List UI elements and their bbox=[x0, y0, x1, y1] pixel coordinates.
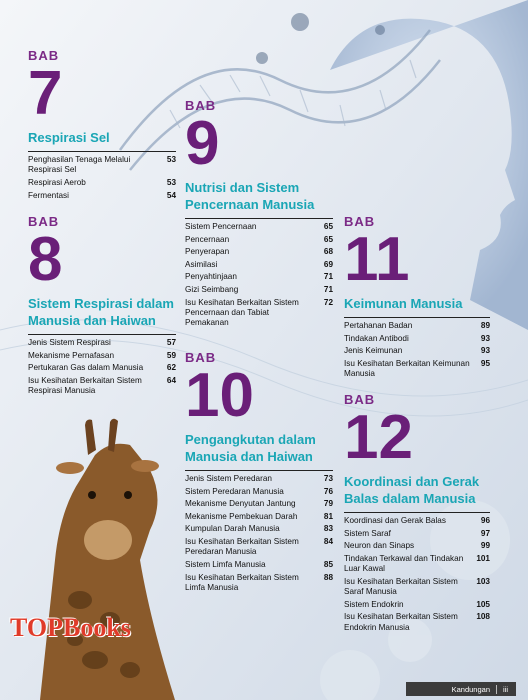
chapter-7-divider bbox=[28, 151, 176, 152]
toc-item[interactable]: Pencernaan 65 bbox=[185, 234, 333, 244]
toc-item[interactable]: Jenis Sistem Peredaran 73 bbox=[185, 474, 333, 483]
chapter-7 bbox=[28, 48, 176, 203]
toc-item[interactable]: Mekanisme Denyutan Jantung 79 bbox=[185, 499, 333, 509]
chapter-7-number: 7 bbox=[28, 59, 63, 128]
toc-item[interactable]: Isu Kesihatan Berkaitan Sistem Pencernaan dan Tabiat Pemakanan 72 bbox=[185, 297, 333, 328]
toc-item[interactable]: Pertahanan Badan 89 bbox=[344, 321, 490, 330]
chapter-10 bbox=[185, 350, 333, 596]
footer-label: Kandungan bbox=[451, 684, 490, 694]
toc-item[interactable]: Jenis Sistem Respirasi 57 bbox=[28, 338, 176, 347]
chapter-11-toc bbox=[344, 321, 490, 380]
chapter-12-title: Koordinasi dan Gerak Balas dalam Manusia bbox=[344, 474, 480, 506]
toc-item[interactable]: Asimilasi 69 bbox=[185, 259, 333, 269]
chapter-10-title: Pengangkutan dalam Manusia dan Haiwan bbox=[185, 432, 316, 464]
toc-item[interactable]: Respirasi Aerob 53 bbox=[28, 178, 176, 187]
toc-item[interactable]: Isu Kesihatan Berkaitan Sistem Respirasi Manusia 64 bbox=[28, 375, 176, 396]
page-footer bbox=[406, 682, 516, 696]
toc-item[interactable]: Penyahtinjaan 71 bbox=[185, 272, 333, 282]
toc-item[interactable]: Mekanisme Pernafasan 59 bbox=[28, 350, 176, 360]
chapter-9 bbox=[185, 98, 333, 331]
toc-item[interactable]: Sistem Limfa Manusia 85 bbox=[185, 559, 333, 569]
page-number: iii bbox=[503, 684, 508, 694]
chapter-10-number: 10 bbox=[185, 361, 254, 430]
chapter-12-bab-label: BAB bbox=[344, 392, 376, 407]
chapter-7-title: Respirasi Sel bbox=[28, 130, 110, 145]
chapter-12-divider bbox=[344, 512, 490, 513]
toc-item[interactable]: Sistem Peredaran Manusia 76 bbox=[185, 486, 333, 496]
chapter-10-divider bbox=[185, 470, 333, 471]
toc-item[interactable]: Jenis Keimunan 93 bbox=[344, 346, 490, 356]
toc-item[interactable]: Isu Kesihatan Berkaitan Sistem Limfa Manusia 88 bbox=[185, 572, 333, 592]
chapter-12-toc bbox=[344, 516, 490, 633]
toc-item[interactable]: Isu Kesihatan Berkaitan Keimunan Manusia 95 bbox=[344, 358, 490, 379]
footer-divider bbox=[496, 685, 497, 694]
toc-item[interactable]: Isu Kesihatan Berkaitan Sistem Endokrin Manusia 108 bbox=[344, 612, 490, 632]
chapter-9-bab-label: BAB bbox=[185, 98, 217, 113]
chapter-12-number: 12 bbox=[344, 403, 413, 472]
topbooks-logo: TOPBooks bbox=[10, 613, 131, 642]
toc-item[interactable]: Isu Kesihatan Berkaitan Sistem Saraf Manusia 103 bbox=[344, 576, 490, 597]
toc-item[interactable]: Penghasilan Tenaga Melalui Respirasi Sel 53 bbox=[28, 155, 176, 175]
chapter-8-number: 8 bbox=[28, 225, 63, 294]
toc-item[interactable]: Kumpulan Darah Manusia 83 bbox=[185, 524, 333, 534]
toc-item[interactable]: Sistem Pencernaan 65 bbox=[185, 222, 333, 231]
chapter-7-bab-label: BAB bbox=[28, 48, 60, 63]
chapter-7-toc bbox=[28, 155, 176, 201]
chapter-9-title: Nutrisi dan Sistem Pencernaan Manusia bbox=[185, 180, 315, 212]
toc-item[interactable]: Mekanisme Pembekuan Darah 81 bbox=[185, 511, 333, 521]
chapter-8-toc bbox=[28, 338, 176, 397]
chapter-8 bbox=[28, 214, 176, 399]
chapter-11-number: 11 bbox=[344, 225, 410, 294]
chapter-11-divider bbox=[344, 317, 490, 318]
chapter-11-bab-label: BAB bbox=[344, 214, 376, 229]
toc-item[interactable]: Tindakan Terkawal dan Tindakan Luar Kawal 101 bbox=[344, 553, 490, 574]
chapter-12 bbox=[344, 392, 490, 635]
chapter-10-toc bbox=[185, 474, 333, 593]
toc-item[interactable]: Koordinasi dan Gerak Balas 96 bbox=[344, 516, 490, 525]
chapter-11-title: Keimunan Manusia bbox=[344, 296, 463, 311]
chapter-9-divider bbox=[185, 218, 333, 219]
chapter-10-bab-label: BAB bbox=[185, 350, 217, 365]
chapter-8-title: Sistem Respirasi dalam Manusia dan Haiwan bbox=[28, 296, 174, 328]
toc-item[interactable]: Tindakan Antibodi 93 bbox=[344, 333, 490, 343]
toc-item[interactable]: Isu Kesihatan Berkaitan Sistem Peredaran Manusia 84 bbox=[185, 536, 333, 557]
chapter-8-divider bbox=[28, 334, 176, 335]
chapter-9-toc bbox=[185, 222, 333, 329]
toc-item[interactable]: Gizi Seimbang 71 bbox=[185, 284, 333, 294]
toc-item[interactable]: Sistem Endokrin 105 bbox=[344, 599, 490, 609]
chapter-11 bbox=[344, 214, 490, 382]
toc-item[interactable]: Penyerapan 68 bbox=[185, 247, 333, 257]
chapter-9-number: 9 bbox=[185, 109, 220, 178]
chapter-8-bab-label: BAB bbox=[28, 214, 60, 229]
toc-item[interactable]: Sistem Saraf 97 bbox=[344, 528, 490, 538]
toc-item[interactable]: Neuron dan Sinaps 99 bbox=[344, 541, 490, 551]
toc-item[interactable]: Fermentasi 54 bbox=[28, 190, 176, 200]
toc-item[interactable]: Pertukaran Gas dalam Manusia 62 bbox=[28, 363, 176, 373]
